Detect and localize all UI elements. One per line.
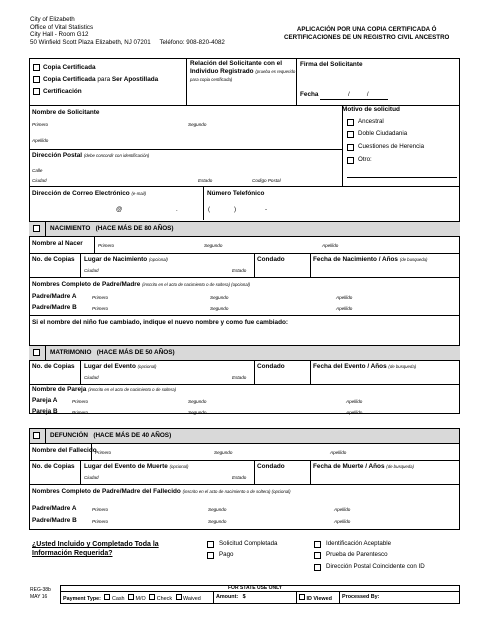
death-state-placeholder[interactable]: Estado	[232, 475, 247, 480]
death-place-note: (opcional)	[169, 464, 189, 469]
checklist-question-line-1: ¿Usted Incluido y Completado Toda la	[32, 541, 159, 548]
copy-apostille-part-2: para	[97, 76, 111, 83]
postal-label-text: Dirección Postal	[32, 152, 83, 159]
divider	[29, 149, 342, 150]
divider	[310, 460, 311, 484]
marriage-copies-label: No. de Copias	[32, 363, 75, 370]
zip-placeholder[interactable]: Codigo Postal	[252, 178, 281, 183]
death-date-label-text: Fecha de Muerte / Años	[313, 463, 385, 470]
date-slashes[interactable]: / /	[348, 91, 369, 98]
phone-close-paren[interactable]: )	[234, 206, 237, 213]
waived-checkbox[interactable]	[176, 594, 182, 600]
copy-certified-label: Copia Certificada	[43, 64, 96, 71]
divider	[29, 443, 460, 444]
cash-checkbox[interactable]	[104, 594, 110, 600]
cash-label: Cash	[111, 596, 125, 602]
processed-by-label: Processed By:	[342, 594, 380, 600]
copy-apostille-part-1: Copia Certificada	[43, 76, 96, 83]
mo-checkbox[interactable]	[128, 594, 134, 600]
divider	[29, 360, 460, 361]
check-label: Check	[156, 596, 173, 602]
birth-parent-b-last[interactable]: Apellido	[336, 306, 353, 311]
phone-open-paren[interactable]: (	[208, 206, 211, 213]
date-label: Fecha	[300, 91, 319, 98]
divider	[45, 428, 46, 443]
street-placeholder[interactable]: Calle	[32, 168, 43, 173]
certification-label: Certificación	[43, 88, 82, 95]
divider	[254, 460, 255, 484]
birth-parent-b-label: Padre/Madre B	[32, 304, 77, 311]
death-parent-a-second[interactable]: Segundo	[208, 507, 227, 512]
divider	[29, 345, 460, 346]
divider	[29, 186, 460, 187]
applicant-name-label: Nombre de Solicitante	[32, 109, 100, 116]
deceased-last[interactable]: Apellido	[330, 450, 347, 455]
birth-name-label: Nombre al Nacer	[32, 240, 83, 247]
pair-a-label: Pareja A	[32, 397, 58, 404]
copy-apostille-label	[43, 76, 158, 83]
death-parents-note: (inscrito en el acto de nacimiento o de soltera) (opcional)	[182, 489, 291, 494]
birth-section-checkbox[interactable]	[33, 225, 40, 232]
birth-first-placeholder[interactable]: Primero	[98, 243, 115, 248]
divider	[45, 345, 46, 360]
relationship-note: (prueba es requerido para copia certificada)	[190, 69, 296, 82]
birth-date-label-text: Fecha de Nacimiento / Años	[313, 256, 398, 263]
divider	[91, 443, 92, 460]
death-parent-b-label: Padre/Madre B	[32, 517, 77, 524]
id-viewed-row	[299, 594, 332, 602]
pair-a-first[interactable]: Primero	[72, 399, 89, 404]
birth-place-label-text: Lugar de Nacimiento	[84, 256, 148, 263]
divider	[80, 253, 81, 277]
phone-label: Número Telefónico	[207, 190, 265, 197]
divider	[213, 591, 214, 604]
birth-header: NACIMIENTO (HACE MÁS DE 80 AÑOS)	[50, 225, 174, 232]
amount-label	[216, 594, 246, 600]
birth-parents-label-text: Nombres Completo de Padre/Madre	[32, 281, 141, 288]
payment-type-label: Payment Type:	[63, 596, 101, 602]
death-parent-a-label: Padre/Madre A	[32, 505, 77, 512]
city-placeholder[interactable]: Ciudad	[32, 178, 47, 183]
birth-copies-label: No. de Copias	[32, 256, 75, 263]
office-line-2: Office of Vital Statistics	[30, 23, 94, 31]
amount-text: Amount:	[216, 594, 239, 600]
divider	[94, 236, 95, 253]
pair-b-second[interactable]: Segundo	[188, 410, 207, 415]
form-title-line-2: CERTIFICACIONES DE UN REGISTRO CIVIL ANCESTRO	[284, 34, 450, 41]
deceased-name-label: Nombre del Fallecido	[32, 447, 97, 454]
couple-note: (inscrito en el acto de nacimiento o de soltera)	[88, 387, 177, 392]
marriage-city-placeholder[interactable]: Ciudad	[84, 375, 99, 380]
marriage-county-label: Condado	[257, 363, 285, 370]
reason-dual-citizenship-checkbox[interactable]	[347, 131, 354, 138]
death-place-label-text: Lugar del Evento de Muerte	[84, 463, 168, 470]
birth-second-placeholder[interactable]: Segundo	[204, 243, 223, 248]
reason-other-checkbox[interactable]	[347, 157, 354, 164]
divider	[29, 484, 460, 485]
death-section-checkbox[interactable]	[33, 432, 40, 439]
death-parent-b-last[interactable]: Apellido	[334, 519, 351, 524]
copy-apostille-checkbox[interactable]	[33, 76, 40, 83]
signature-label: Firma del Solicitante	[300, 61, 363, 68]
divider	[296, 58, 297, 105]
birth-parents-label	[32, 281, 250, 288]
form-title	[284, 26, 449, 42]
divider	[29, 315, 460, 316]
couple-label	[32, 386, 176, 393]
acceptable-id-checkbox[interactable]	[314, 541, 321, 548]
office-line-3: City Hall - Room G12	[30, 31, 89, 38]
birth-parent-a-second[interactable]: Segundo	[210, 295, 229, 300]
email-label	[32, 190, 146, 197]
birth-county-label: Condado	[257, 256, 285, 263]
divider	[254, 360, 255, 384]
email-label-text: Dirección de Correo Electrónico	[32, 190, 130, 197]
payment-checkbox[interactable]	[207, 552, 214, 559]
divider	[45, 221, 46, 236]
reason-label: Motivo de solicitud	[342, 106, 400, 113]
divider	[29, 221, 460, 222]
checklist-question	[32, 540, 159, 558]
divider	[29, 253, 460, 254]
check-checkbox[interactable]	[149, 594, 155, 600]
reason-ancestral-label: Ancestral	[358, 118, 384, 125]
divider	[310, 360, 311, 384]
marriage-date-note: (de busqueda)	[388, 364, 417, 369]
divider	[342, 105, 343, 186]
relationship-label	[190, 60, 296, 84]
marriage-place-label-text: Lugar del Evento	[84, 363, 136, 370]
divider	[29, 460, 460, 461]
death-header: DEFUNCIÓN (HACE MÁS DE 40 AÑOS)	[50, 432, 172, 439]
death-parent-b-first[interactable]: Primero	[92, 519, 109, 524]
postal-note: (debe concordir con identificación)	[83, 153, 150, 158]
state-use-label: FOR STATE USE ONLY	[228, 585, 283, 591]
death-parents-label-text: Nombres Completo de Padre/Madre del Fallecido	[32, 488, 181, 495]
applicant-first-placeholder[interactable]: Primero	[32, 122, 49, 127]
reason-inheritance-label: Cuestiones de Herencia	[358, 143, 425, 150]
death-date-note: (de busqueda)	[386, 464, 414, 469]
marriage-place-note: (opcional)	[137, 364, 157, 369]
reason-dual-citizenship-label: Doble Ciudadania	[358, 130, 408, 137]
birth-parents-note: (inscrito en el acto de nacimiento o de soltera) (opcional)	[142, 282, 251, 287]
pair-b-label: Pareja B	[32, 408, 58, 415]
relationship-label-text: Relación del Solicitante con el Individuo Registrado	[190, 60, 282, 75]
death-parents-label	[32, 488, 291, 495]
pair-b-last[interactable]: Apellido	[346, 410, 363, 415]
email-at[interactable]: @	[116, 206, 123, 213]
divider	[296, 591, 297, 604]
email-dot[interactable]: .	[176, 206, 178, 213]
reason-ancestral-checkbox[interactable]	[347, 119, 354, 126]
office-line-1: City of Elizabeth	[30, 16, 75, 23]
birth-parent-a-last[interactable]: Apellido	[336, 295, 353, 300]
marriage-date-label-text: Fecha del Evento / Años	[313, 363, 387, 370]
mo-label: M/O	[135, 596, 146, 602]
marriage-place-label	[84, 363, 157, 370]
waived-label: Waived	[183, 596, 201, 602]
email-note: (e-mail)	[131, 191, 147, 196]
birth-date-label	[313, 256, 428, 263]
birth-place-label	[84, 256, 168, 263]
copy-certified-checkbox[interactable]	[33, 64, 40, 71]
death-copies-label: No. de Copias	[32, 463, 75, 470]
matching-address-checkbox[interactable]	[314, 564, 321, 571]
pair-a-last[interactable]: Apellido	[346, 399, 363, 404]
marriage-header: MATRIMONIO (HACE MÁS DE 50 AÑOS)	[50, 349, 175, 356]
payment-label: Pago	[219, 551, 234, 558]
matching-address-label: Dirección Postal Coincidente con ID	[326, 563, 425, 570]
copy-apostille-part-3: Ser Apostillada	[111, 76, 159, 83]
office-block	[30, 16, 225, 46]
birth-parent-a-label: Padre/Madre A	[32, 293, 77, 300]
form-title-line-1: APLICACIÓN POR UNA COPIA CERTIFICADA Ó	[296, 26, 437, 33]
date-line	[320, 99, 388, 100]
amount-dollar: $	[242, 594, 246, 600]
id-viewed-label: ID Viewed	[306, 596, 332, 602]
birth-place-note: (opcional)	[149, 257, 168, 262]
divider	[60, 591, 460, 592]
applicant-second-placeholder[interactable]: Segundo	[188, 122, 207, 127]
divider	[186, 58, 187, 105]
birth-parent-b-first[interactable]: Primero	[92, 306, 109, 311]
reason-inheritance-checkbox[interactable]	[347, 144, 354, 151]
birth-last-placeholder[interactable]: Apellido	[322, 243, 339, 248]
birth-state-placeholder[interactable]: Estado	[232, 268, 247, 273]
office-address: 50 Winfield Scott Plaza Elizabeth, NJ 07201	[30, 38, 151, 46]
birth-name-changed-label: Si el nombre del niño fue cambiado, indique el nuevo nombre y como fue cambiado:	[32, 319, 289, 326]
divider	[254, 253, 255, 277]
certification-checkbox[interactable]	[33, 88, 40, 95]
completed-application-checkbox[interactable]	[207, 541, 214, 548]
birth-parent-a-first[interactable]: Primero	[92, 295, 109, 300]
death-county-label: Condado	[257, 463, 285, 470]
id-viewed-checkbox[interactable]	[299, 594, 305, 600]
birth-date-note: (de busqueda)	[399, 257, 428, 262]
state-placeholder[interactable]: Estado	[198, 178, 213, 183]
postal-label	[32, 152, 149, 159]
marriage-section-checkbox[interactable]	[33, 349, 40, 356]
deceased-second[interactable]: Segundo	[214, 450, 233, 455]
completed-application-label: Solicitud Completada	[219, 540, 278, 547]
couple-label-b: Pareja	[67, 386, 87, 393]
checklist-question-line-2: Información Requerida?	[32, 550, 113, 557]
payment-row	[63, 594, 201, 602]
birth-city-placeholder[interactable]: Ciudad	[84, 268, 99, 273]
death-date-label	[313, 463, 414, 470]
acceptable-id-label: Identificación Aceptable	[326, 540, 392, 547]
divider	[203, 186, 204, 220]
death-city-placeholder[interactable]: Ciudad	[84, 475, 99, 480]
proof-relationship-label: Prueba de Parentesco	[326, 551, 388, 558]
office-phone: Teléfono: 908-820-4082	[159, 38, 225, 46]
pair-a-second[interactable]: Segundo	[188, 399, 207, 404]
divider	[310, 253, 311, 277]
death-parent-a-last[interactable]: Apellido	[334, 507, 351, 512]
pair-b-first[interactable]: Primero	[72, 410, 89, 415]
death-parent-a-first[interactable]: Primero	[92, 507, 109, 512]
couple-label-a: Nombre de	[32, 386, 68, 393]
marriage-date-label	[313, 363, 416, 370]
divider	[29, 384, 460, 385]
reason-other-label: Otro:	[358, 156, 372, 163]
marriage-state-placeholder[interactable]: Estado	[232, 375, 247, 380]
birth-parent-b-second[interactable]: Segundo	[210, 306, 229, 311]
deceased-first[interactable]: Primero	[95, 450, 112, 455]
divider	[80, 460, 81, 484]
form-number	[30, 587, 51, 601]
form-number-date: MAY 16	[30, 594, 48, 600]
divider	[29, 277, 460, 278]
reason-other-line[interactable]	[347, 177, 457, 178]
proof-relationship-checkbox[interactable]	[314, 552, 321, 559]
death-parent-b-second[interactable]: Segundo	[208, 519, 227, 524]
divider	[339, 591, 340, 604]
phone-dash[interactable]: -	[265, 206, 268, 213]
applicant-last-placeholder[interactable]: Apellido	[32, 138, 49, 143]
form-number-code: REG-38b	[30, 587, 51, 593]
death-place-label	[84, 463, 188, 470]
divider	[80, 360, 81, 384]
